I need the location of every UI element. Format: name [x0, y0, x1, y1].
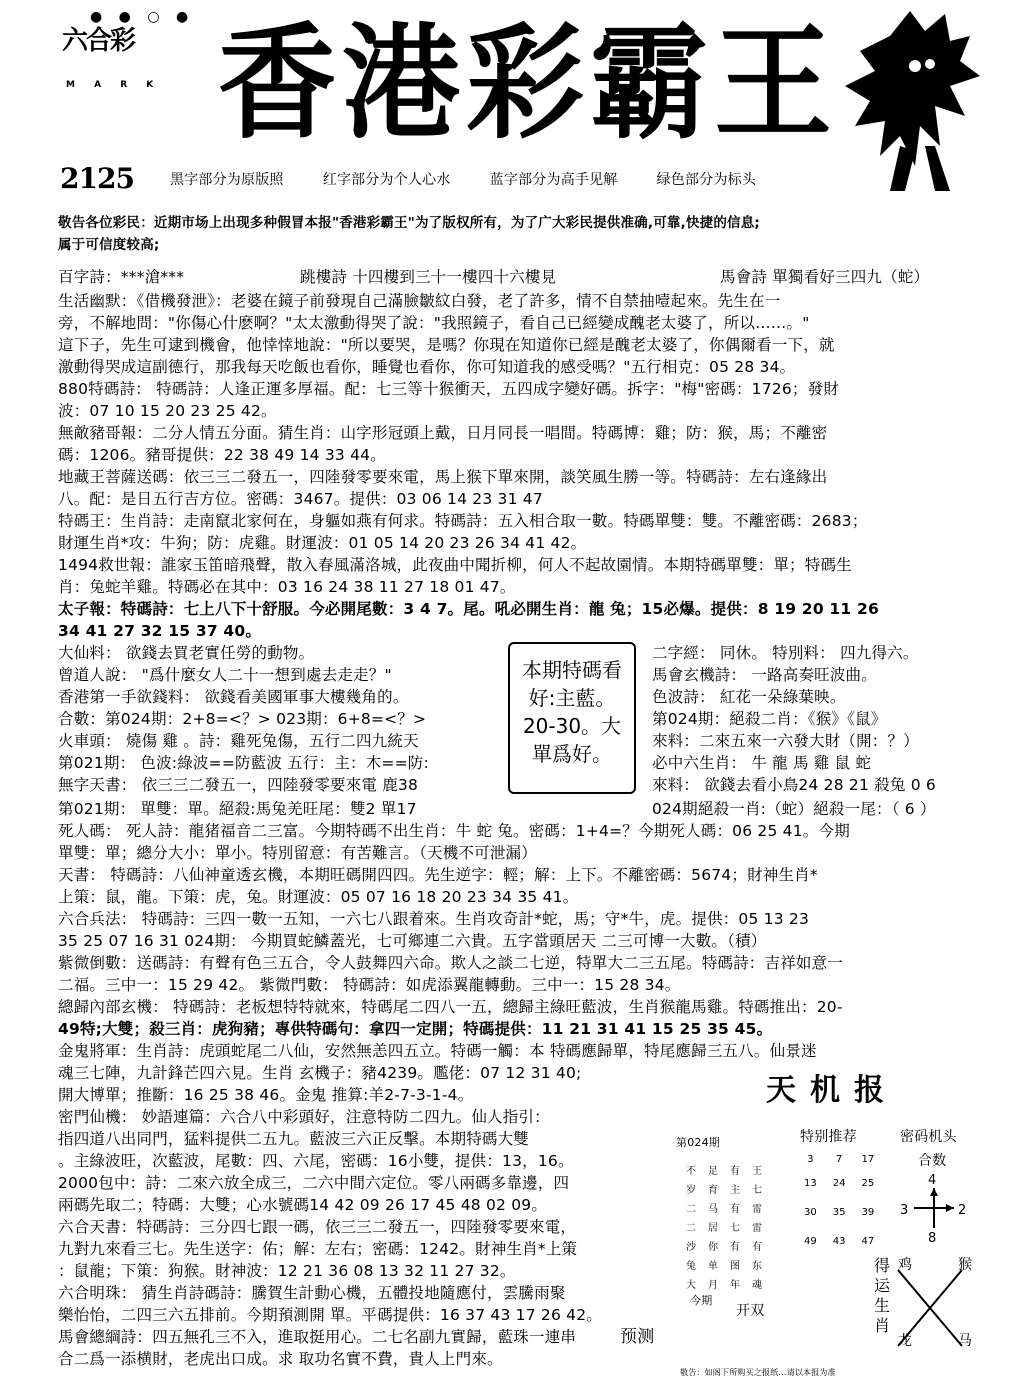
- text-line: 開大博單；推斷：16 25 38 46。金鬼 推算:羊2-7-3-1-4。: [58, 1086, 474, 1104]
- tianji-col2-title: 密码机头: [900, 1129, 957, 1145]
- grid-cell: 魂: [752, 1280, 762, 1291]
- main-text-block: [58, 290, 879, 642]
- text-line: 指四道八出同門，猛料提供二五九。藍波三六正反擊。本期特碼大雙: [58, 1130, 530, 1148]
- right-line: 來料： 欲錢去看小鳥24 28 21 殺兔 0 6: [652, 776, 936, 794]
- text-line: 34 41 27 32 15 37 40。: [58, 622, 262, 640]
- left-line: 無字天書： 依三三二發五一，四陸發零要來電 鹿38: [58, 776, 419, 794]
- mid-row-left: 第021期： 單雙：單。絕殺:馬兔羌旺尾：雙2 單17: [58, 800, 417, 818]
- left-line: 第021期： 色波:綠波==防藍波 五行：主：木==防:: [58, 754, 429, 772]
- text-line: 死人碼： 死人詩：龍猪福音二三富。今期特碼不出生肖：牛 蛇 兔。密碼：1+4=？今期死人碼：06 25 41。今期: [58, 822, 850, 840]
- text-line: 六合天書：特碼詩：三分四七跟一碼，依三三二發五一，四陸發零要來電，: [58, 1218, 577, 1236]
- grid-cell: 二: [686, 1204, 696, 1215]
- legend-black: 黑字部分为原版照: [170, 172, 284, 188]
- right-line: 色波詩： 紅花一朵綠葉映。: [652, 688, 846, 706]
- grid-cell: 二: [686, 1223, 696, 1234]
- grid-cell: 王: [752, 1166, 762, 1177]
- left-line: 火車頭： 燒傷 雞 。詩：雞死兔傷，五行二四九統天: [58, 732, 419, 750]
- grid-row: [680, 1217, 768, 1236]
- main-text-block-2: [58, 820, 850, 1106]
- number-cell: 47: [861, 1236, 875, 1247]
- legend-red: 红字部分为个人心水: [322, 172, 451, 188]
- cross-bottom: 8: [928, 1231, 937, 1246]
- mahui-poem: 馬會詩 單獨看好三四九（蛇）: [720, 268, 930, 286]
- text-line: 九對九來看三七。先生送字：佑；解：左右；密碼：1242。財神生肖*上策: [58, 1240, 578, 1258]
- notice-line-2: 属于可信度较高;: [58, 237, 160, 253]
- text-line: 樂怡怡，二四三六五排前。今期預測開 單。平碼提供：16 37 43 17 26 42。: [58, 1306, 603, 1324]
- grid-cell: 单: [708, 1261, 718, 1272]
- number-row: [796, 1150, 882, 1169]
- text-line: 上策：鼠，龍。下策：虎，兔。財運波：05 07 16 18 20 23 34 35 41。: [58, 888, 579, 906]
- number-cell: 7: [835, 1154, 843, 1165]
- text-line: 波：07 10 15 20 23 25 42。: [58, 402, 277, 420]
- highlight-box: [508, 642, 636, 794]
- number-cell: 39: [861, 1207, 875, 1218]
- tianji-col2-sub: 合数: [918, 1153, 947, 1169]
- grid-row: [680, 1198, 768, 1217]
- right-line: 馬會玄機詩： 一路高奏旺波曲。: [652, 666, 877, 684]
- tianji-col1-title: 特别推荐: [800, 1129, 857, 1145]
- text-line: 六合兵法： 特碼詩：三四一數一五知，一六七八跟着來。生肖攻奇計*蛇，馬；守*牛，虎。提供：05 13 23: [58, 910, 810, 928]
- baizi-poem: 百字詩：***滄***: [58, 268, 185, 286]
- number-cell: 25: [861, 1178, 875, 1189]
- right-column: [652, 642, 936, 796]
- grid-cell: 东: [752, 1261, 762, 1272]
- grid-cell: 兔: [686, 1261, 696, 1272]
- tianji-grid: [680, 1160, 768, 1293]
- tianji-footer: 敬告：如阁下所购买之报纸...请以本报为准: [680, 1368, 836, 1377]
- grid-cell: 雷: [752, 1204, 762, 1215]
- text-line: 八。配：是日五行吉方位。密碼：3467。提供：03 06 14 23 31 47: [58, 490, 543, 508]
- text-line: ：鼠龍；下策：狗猴。財神波：12 21 36 08 13 32 11 27 32。: [58, 1262, 516, 1280]
- legend-blue: 蓝字部分为高手见解: [489, 172, 618, 188]
- grid-cell: 居: [708, 1223, 718, 1234]
- left-line: 大仙料： 欲錢去買老實任勞的動物。: [58, 644, 315, 662]
- left-column: [58, 642, 429, 796]
- right-line: 來料：二來五來一六發大財（開：？）: [652, 732, 919, 750]
- text-line: 旁，不解地問："你傷心什麽啊？"太太激動得哭了說："我照鏡子，看自己已經變成醜老太婆了，所以……。": [58, 314, 810, 332]
- number-cell: 3: [807, 1154, 814, 1165]
- text-line: 碼：1206。豬哥提供：22 38 49 14 33 44。: [58, 446, 386, 464]
- text-line: 太子報：特碼詩：七上八下十舒服。今必開尾數：3 4 7。尾。吼必開生肖：龍 兔；15必爆。提供：8 19 20 11 26: [58, 600, 879, 618]
- box-line: 20-30。大: [522, 714, 622, 738]
- text-line: 魂三七陣，九計鋒芒四六見。生肖 玄機子：豬4239。尶佬：07 12 31 40;: [58, 1064, 582, 1082]
- box-line: 本期特碼看: [522, 658, 622, 682]
- number-cell: 30: [804, 1207, 817, 1218]
- text-line: 合二爲一添横財，老虎出口成。求 取功名實不費，貴人上門來。: [58, 1350, 503, 1368]
- yuce-label: 预测: [620, 1327, 655, 1347]
- text-line: 二福。三中一：15 29 42。 紫微門數： 特碼詩：如虎添翼龍轉動。三中一：15 28 34。: [58, 976, 681, 994]
- notice-line-1: 敬告各位彩民：近期市场上出现多种假冒本报"香港彩霸王"为了版权所有，为了广大彩民提供准确,可靠,快捷的信息;: [58, 215, 761, 231]
- grid-cell: 月: [708, 1280, 718, 1291]
- left-line: 合數：第024期：2+8=<？> 023期：6+8=<？>: [58, 710, 427, 728]
- left-line: 香港第一手欲錢料： 欲錢看美國軍事大樓幾角的。: [58, 688, 409, 706]
- grid-cell: 雷: [752, 1223, 762, 1234]
- text-line: 激動得哭成這副德行，那我每天吃飯也看你，睡覺也看你，你可知道我的感受嗎？"五行相克：05 28 34。: [58, 358, 796, 376]
- grid-cell: 有: [730, 1166, 740, 1177]
- text-line: 金鬼將軍：生肖詩：虎頭蛇尾二八仙，安然無恙四五立。特碼一觸：本 特碼應歸單，特尾應歸三五八。仙景迷: [58, 1042, 817, 1060]
- number-row: [796, 1169, 882, 1198]
- vertical-label: 得运生肖: [874, 1256, 891, 1335]
- x-label-br: 马: [958, 1333, 973, 1349]
- text-line: 天書： 特碼詩：八仙神童透玄機，本期旺碼開四四。先生逆字：輕；解：上下。不離密碼：5674；財神生肖*: [58, 866, 818, 884]
- grid-cell: 马: [708, 1204, 718, 1215]
- mid-row-right: 024期絕殺一肖:（蛇）絕殺一尾：（ 6 ）: [652, 800, 936, 818]
- page-title: 香港彩霸王: [218, 9, 839, 156]
- grid-cell: 有: [730, 1242, 740, 1253]
- tianji-title: 天机报: [766, 1073, 898, 1108]
- text-line: 肖：兔蛇羊雞。特碼必在其中：03 16 24 38 11 27 18 01 47。: [58, 578, 516, 596]
- grid-cell: 七: [730, 1223, 740, 1234]
- grid-row: [680, 1160, 768, 1179]
- number-cell: 43: [832, 1236, 846, 1247]
- right-line: 二字經： 同休。 特別料： 四九得六。: [652, 644, 919, 662]
- text-line: 特碼王：生肖詩：走南竄北家何在，身軀如燕有何求。特碼詩：五入相合取一數。特碼單雙：雙。不離密碼：2683；: [58, 512, 868, 530]
- text-line: 財運生肖*攻：牛狗；防：虎雞。財運波：01 05 14 20 23 26 34 41 42。: [58, 534, 587, 552]
- tiaolou-poem: 跳樓詩 十四樓到三十一樓四十六樓見: [300, 268, 557, 286]
- text-line: 密門仙機： 妙語連篇：六合八中彩頭好，注意特防二四九。仙人指引：: [58, 1108, 550, 1126]
- text-line: 紫微倒數：送碼詩：有聲有色三五合，令人鼓舞四六命。欺人之談二七逆，特單大二三五尾。特碼詩：吉祥如意一: [58, 954, 844, 972]
- grid-cell: 图: [730, 1261, 740, 1272]
- text-line: 生活幽默：《借機發泄》：老婆在鏡子前發現自己滿臉皺紋白發，老了許多，情不自禁抽噎起來。先生在一: [58, 292, 781, 310]
- grid-cell: 年: [730, 1280, 740, 1291]
- tianji-numbers: [796, 1150, 882, 1256]
- cross-top: 4: [928, 1173, 937, 1188]
- number-cell: 49: [804, 1236, 817, 1247]
- main-text-block-3: [58, 1106, 602, 1370]
- text-line: 880特碼詩： 特碼詩：人逢正運多厚福。配：七三等十猴衝天，五四成字變好碼。拆字："梅"密碼：1726；發財: [58, 380, 840, 398]
- mascot-icon: [830, 6, 1000, 196]
- text-line: 這下子，先生可逮到機會，他悻悻地說："所以要哭，是嗎？你現在知道你已經是醜老太婆了，你偶爾看一下，就: [58, 336, 835, 354]
- grid-cell: 足: [708, 1166, 718, 1177]
- number-cell: 17: [861, 1154, 875, 1165]
- grid-row: [680, 1179, 768, 1198]
- grid-cell: 你: [708, 1242, 718, 1253]
- text-line: 。主綠波旺，次藍波，尾數：四、六尾，密碼：16小雙，提供：13，16。: [58, 1152, 574, 1170]
- number-cell: 24: [832, 1178, 846, 1189]
- box-line: 好:主藍。: [528, 686, 616, 710]
- cross-left: 3: [900, 1203, 909, 1218]
- legend-green: 绿色部分为标头: [656, 172, 757, 188]
- left-line: 曾道人說： "爲什麼女人二十一想到處去走走？": [58, 666, 392, 684]
- text-line: 49特;大雙；殺三肖：虎狗豬；專供特碼句：拿四一定開；特碼提供：11 21 31 41 15 25 35 45。: [58, 1020, 773, 1038]
- text-line: 馬會總綱詩：四五無孔三不入，進取挺用心。二七名副九實歸，藍珠一連串: [58, 1328, 577, 1346]
- text-line: 2000包中：詩：二來六放全成三，二六中間六定位。零八兩碼多靠邊，四: [58, 1174, 570, 1192]
- text-line: 總歸內部玄機： 特碼詩：老板想特特就來，特碼尾二四八一五，總歸主綠旺藍波，生肖猴龍馬雞。特碼推出：20-: [58, 998, 843, 1016]
- x-label-bl: 龙: [898, 1333, 913, 1349]
- brand-logo-small: 六合彩: [62, 26, 135, 56]
- grid-cell: 沙: [686, 1242, 696, 1253]
- tianji-issue: 第024期: [676, 1136, 720, 1149]
- cross-arrow-icon: [912, 1186, 956, 1234]
- text-line: 兩碼先取二；特碼：大雙；心水號碼14 42 09 26 17 45 48 02 09。: [58, 1196, 548, 1214]
- text-line: 六合明珠： 猜生肖詩碼詩：騰賀生計動心機，五體投地隨應付，雲騰雨聚: [58, 1284, 566, 1302]
- x-label-tr: 猴: [958, 1257, 973, 1273]
- grid-cell: 大: [686, 1280, 696, 1291]
- grid-cell: 主: [730, 1185, 740, 1196]
- number-cell: 13: [804, 1178, 817, 1189]
- text-line: 單雙：單；總分大小：單小。特別留意：有苦難言。（天機不可泄漏）: [58, 844, 537, 862]
- grid-cell: 七: [752, 1185, 762, 1196]
- brand-logo-subtext: M A R K: [66, 80, 162, 90]
- box-line: 單爲好。: [532, 742, 612, 766]
- jinqi-label: 今期: [690, 1294, 713, 1307]
- right-line: 必中六生肖： 牛 龍 馬 雞 鼠 蛇: [652, 754, 872, 772]
- text-line: 無敵豬哥報：二分人情五分面。猜生肖：山字形冠頭上戴，日月同長一唱間。特碼博：雞；防：猴，馬；不離密: [58, 424, 828, 442]
- grid-cell: 不: [686, 1166, 696, 1177]
- color-legend: [170, 168, 790, 191]
- text-line: 地藏王菩薩送碼：依三三二發五一，四陸發零要來電，馬上猴下單來開，談笑風生勝一等。特碼詩：左右逢緣出: [58, 468, 828, 486]
- decorative-dots: ● ● ○ ●: [90, 9, 195, 25]
- grid-cell: 育: [708, 1185, 718, 1196]
- text-line: 1494救世報：誰家玉笛暗飛聲，散入春風滿洛城，此夜曲中聞折柳，何人不起故園情。本期特碼單雙：單；特碼生: [58, 556, 852, 574]
- kaishuang-label: 开双: [736, 1303, 765, 1319]
- text-line: 35 25 07 16 31 024期： 今期買蛇鱗蓋光，七可鄉連二六貴。五字當頭居天 二三可博一大數。（積）: [58, 932, 767, 950]
- grid-row: [680, 1236, 768, 1255]
- number-cell: 35: [832, 1207, 846, 1218]
- right-line: 第024期：絕殺二肖：《猴》《鼠》: [652, 710, 887, 728]
- grid-cell: 岁: [686, 1185, 696, 1196]
- grid-row: [680, 1255, 768, 1274]
- cross-right: 2: [958, 1203, 967, 1218]
- x-label-tl: 鸡: [898, 1257, 913, 1273]
- number-row: [796, 1198, 882, 1227]
- issue-number: 2125: [60, 162, 134, 195]
- grid-cell: 有: [730, 1204, 740, 1215]
- grid-cell: 有: [752, 1242, 762, 1253]
- number-row: [796, 1227, 882, 1256]
